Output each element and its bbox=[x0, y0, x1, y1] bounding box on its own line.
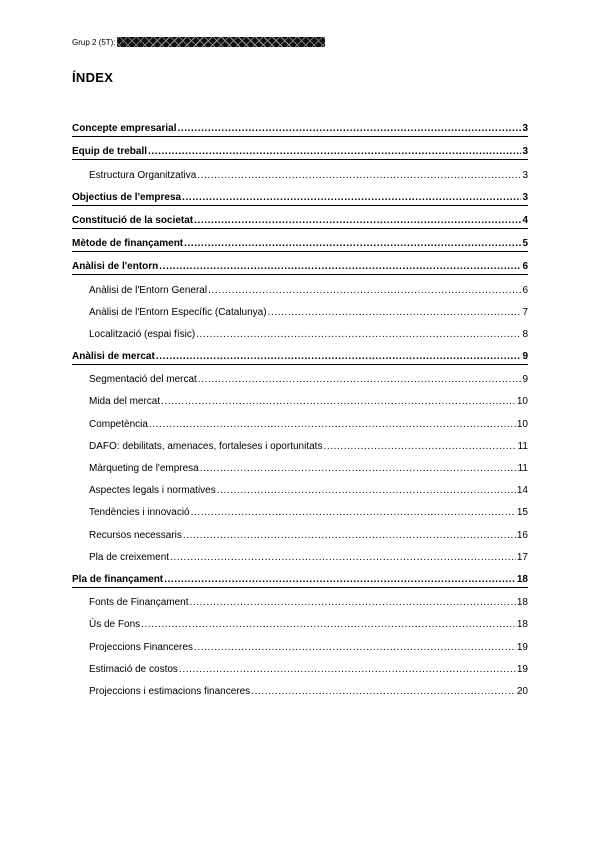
header-text: Grup 2 (5T): bbox=[72, 37, 116, 47]
toc-dot-leader bbox=[190, 597, 516, 610]
toc-entry-label: Estimació de costos bbox=[89, 663, 178, 675]
toc-entry-label: Màrqueting de l'empresa bbox=[89, 463, 199, 474]
toc-entry-label: Pla de finançament bbox=[72, 573, 164, 585]
toc-entry-label: Anàlisi de l'entorn bbox=[72, 261, 159, 273]
toc-subsection-entry[interactable] bbox=[72, 409, 528, 431]
toc-entry-label: Constitució de la societat bbox=[72, 214, 194, 226]
toc-page-number: 20 bbox=[516, 685, 528, 697]
toc-page-number: 14 bbox=[516, 485, 528, 497]
toc-page-number: 3 bbox=[522, 123, 528, 135]
toc-entry-label: Tendències i innovació bbox=[89, 507, 190, 519]
toc-entry-label: Competència bbox=[89, 418, 148, 430]
toc-subsection-entry[interactable] bbox=[72, 610, 528, 632]
toc-subsection-entry[interactable] bbox=[72, 677, 528, 699]
toc-page-number: 17 bbox=[516, 551, 528, 563]
toc-entry-label: Estructura Organitzativa bbox=[89, 169, 197, 181]
toc-subsection-entry[interactable] bbox=[72, 298, 528, 320]
toc-dot-leader bbox=[217, 485, 516, 498]
toc-dot-leader bbox=[184, 238, 521, 251]
toc-dot-leader bbox=[268, 307, 522, 320]
toc-dot-leader bbox=[208, 285, 521, 298]
toc-entry-label: Concepte empresarial bbox=[72, 123, 177, 135]
toc-subsection-entry[interactable] bbox=[72, 454, 528, 476]
toc-entry-label: Localització (espai físic) bbox=[89, 328, 196, 340]
toc-dot-leader bbox=[323, 441, 516, 454]
toc-entry-label: Recursos necessaris bbox=[89, 529, 182, 541]
toc-page-number: 7 bbox=[522, 306, 528, 318]
toc-section-entry[interactable] bbox=[72, 229, 528, 252]
toc-entry-label: Ús de Fons bbox=[89, 619, 141, 631]
toc-subsection-entry[interactable] bbox=[72, 320, 528, 342]
toc-entry-label: Mètode de finançament bbox=[72, 238, 184, 250]
toc-dot-leader bbox=[141, 619, 516, 632]
toc-page-number: 3 bbox=[522, 146, 528, 158]
toc-subsection-entry[interactable] bbox=[72, 632, 528, 654]
toc-dot-leader bbox=[183, 530, 516, 543]
table-of-contents bbox=[72, 114, 528, 699]
toc-entry-label: Projeccions i estimacions financeres bbox=[89, 685, 251, 697]
toc-entry-label: Equip de treball bbox=[72, 146, 148, 158]
toc-entry-label: Anàlisi de l'Entorn Específic (Catalunya) bbox=[89, 306, 267, 318]
toc-dot-leader bbox=[197, 170, 521, 183]
toc-dot-leader bbox=[149, 419, 516, 432]
toc-subsection-entry[interactable] bbox=[72, 365, 528, 387]
toc-page-number: 6 bbox=[522, 284, 528, 296]
toc-entry-label: Anàlisi de l'Entorn General bbox=[89, 284, 208, 296]
toc-entry-label: Anàlisi de mercat bbox=[72, 351, 155, 363]
toc-section-entry[interactable] bbox=[72, 342, 528, 365]
toc-dot-leader bbox=[198, 374, 522, 387]
toc-entry-label: Fonts de Finançament bbox=[89, 597, 189, 609]
toc-entry-label: Objectius de l'empresa bbox=[72, 191, 182, 203]
toc-page-number: 19 bbox=[516, 641, 528, 653]
toc-subsection-entry[interactable] bbox=[72, 655, 528, 677]
toc-section-entry[interactable] bbox=[72, 206, 528, 229]
toc-dot-leader bbox=[170, 552, 516, 565]
toc-page-number: 3 bbox=[522, 169, 528, 181]
toc-entry-label: DAFO: debilitats, amenaces, fortaleses i oportunitats bbox=[89, 440, 323, 452]
page-header bbox=[72, 36, 325, 48]
toc-page-number: 8 bbox=[522, 328, 528, 340]
toc-entry-label: Mida del mercat bbox=[89, 396, 161, 408]
toc-subsection-entry[interactable] bbox=[72, 275, 528, 297]
toc-dot-leader bbox=[148, 146, 521, 159]
toc-page-number: 5 bbox=[522, 238, 528, 250]
toc-page-number: 4 bbox=[522, 214, 528, 226]
toc-page-number: 9 bbox=[522, 374, 528, 386]
toc-page-number: 19 bbox=[516, 663, 528, 675]
toc-dot-leader bbox=[179, 664, 516, 677]
toc-dot-leader bbox=[196, 329, 521, 342]
toc-dot-leader bbox=[194, 215, 521, 228]
redacted-names bbox=[117, 37, 325, 47]
toc-section-entry[interactable] bbox=[72, 183, 528, 206]
toc-page-number: 9 bbox=[522, 351, 528, 363]
toc-dot-leader bbox=[200, 463, 517, 476]
toc-section-entry[interactable] bbox=[72, 137, 528, 160]
toc-dot-leader bbox=[164, 574, 516, 587]
toc-section-entry[interactable] bbox=[72, 252, 528, 275]
toc-dot-leader bbox=[159, 261, 521, 274]
toc-subsection-entry[interactable] bbox=[72, 476, 528, 498]
toc-section-entry[interactable] bbox=[72, 114, 528, 137]
toc-subsection-entry[interactable] bbox=[72, 498, 528, 520]
toc-page-number: 18 bbox=[516, 597, 528, 609]
toc-entry-label: Pla de creixement bbox=[89, 551, 170, 563]
toc-dot-leader bbox=[178, 123, 522, 136]
toc-subsection-entry[interactable] bbox=[72, 160, 528, 182]
index-title: ÍNDEX bbox=[72, 70, 114, 85]
toc-dot-leader bbox=[156, 351, 522, 364]
toc-page-number: 18 bbox=[516, 573, 528, 585]
toc-dot-leader bbox=[182, 192, 521, 205]
toc-dot-leader bbox=[161, 396, 516, 409]
toc-subsection-entry[interactable] bbox=[72, 432, 528, 454]
toc-section-entry[interactable] bbox=[72, 565, 528, 588]
toc-page-number: 10 bbox=[516, 396, 528, 408]
toc-page-number: 11 bbox=[517, 440, 528, 452]
toc-dot-leader bbox=[251, 686, 516, 699]
toc-dot-leader bbox=[191, 507, 516, 520]
toc-dot-leader bbox=[194, 642, 516, 655]
toc-subsection-entry[interactable] bbox=[72, 543, 528, 565]
toc-page-number: 11 bbox=[517, 463, 528, 474]
toc-page-number: 6 bbox=[522, 261, 528, 273]
toc-entry-label: Aspectes legals i normatives bbox=[89, 485, 216, 497]
toc-page-number: 16 bbox=[516, 529, 528, 541]
toc-page-number: 3 bbox=[522, 191, 528, 203]
toc-entry-label: Projeccions Financeres bbox=[89, 641, 193, 653]
toc-subsection-entry[interactable] bbox=[72, 520, 528, 542]
toc-subsection-entry[interactable] bbox=[72, 387, 528, 409]
toc-page-number: 15 bbox=[516, 507, 528, 519]
toc-page-number: 18 bbox=[516, 619, 528, 631]
toc-subsection-entry[interactable] bbox=[72, 588, 528, 610]
toc-entry-label: Segmentació del mercat bbox=[89, 374, 197, 386]
toc-page-number: 10 bbox=[516, 418, 528, 430]
